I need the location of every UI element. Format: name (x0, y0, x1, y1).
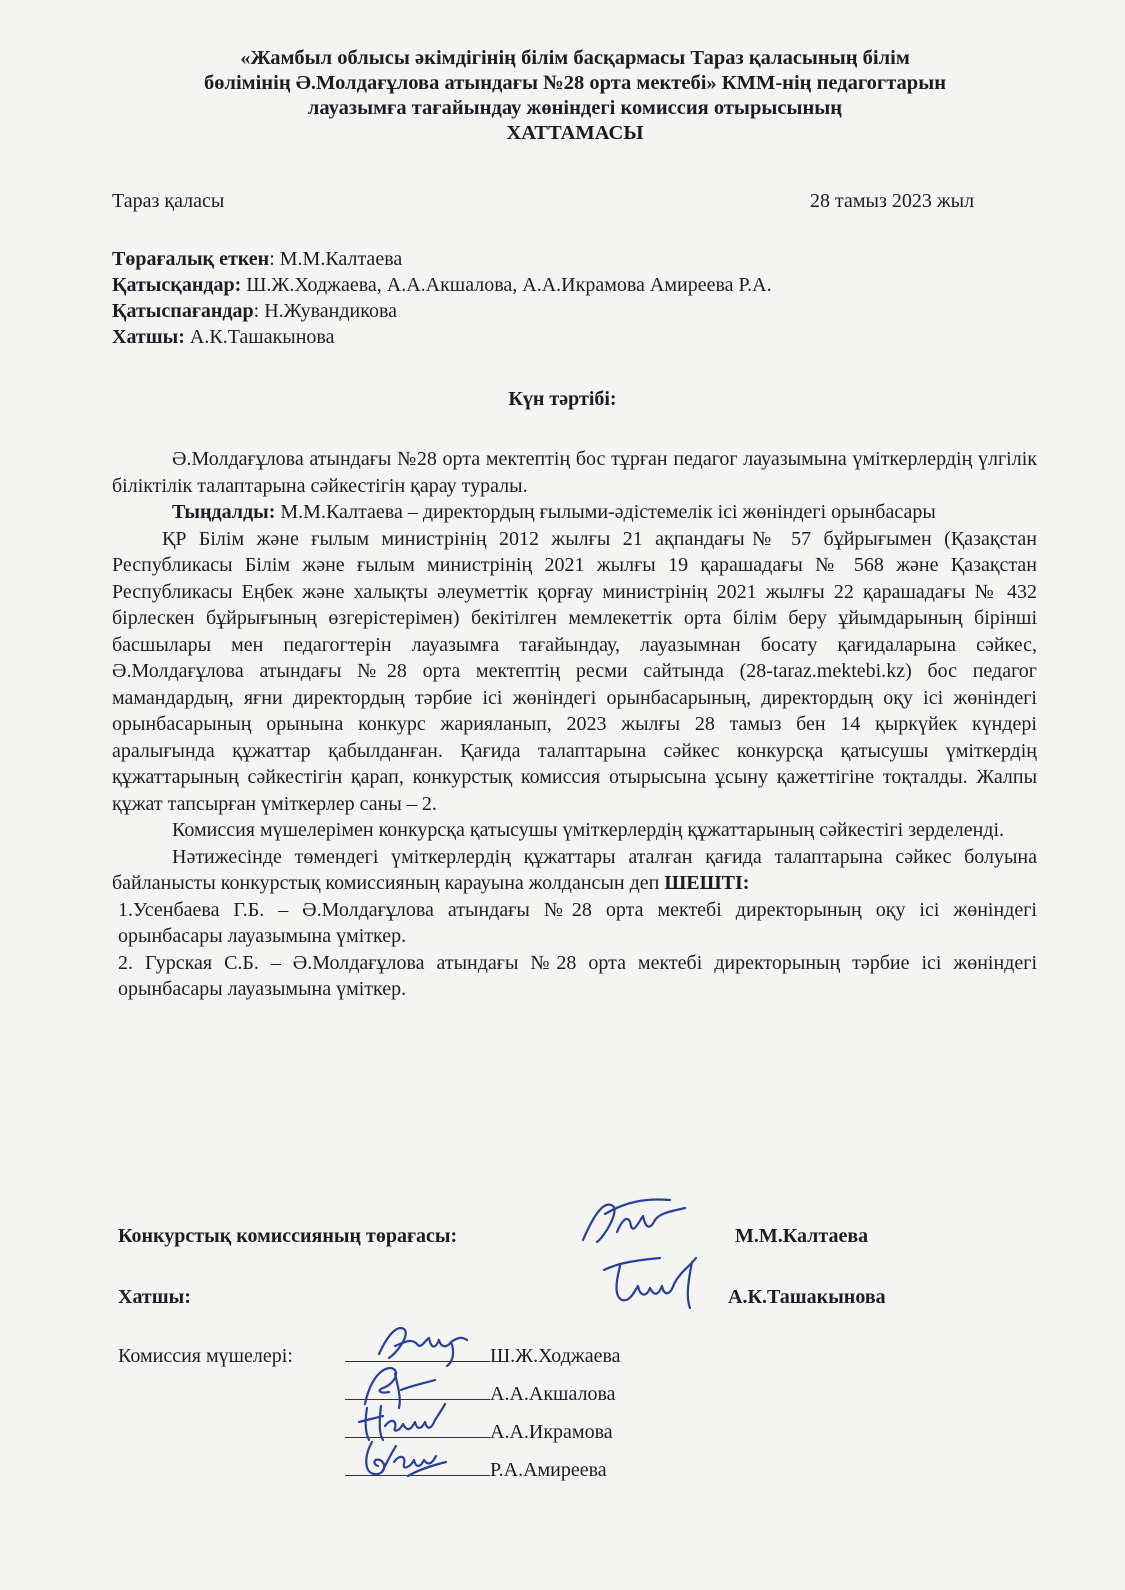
secretary-line (112, 324, 772, 350)
heard-paragraph (112, 499, 1037, 526)
chair-signature-title: Конкурстық комиссияның төрағасы: (118, 1225, 458, 1247)
member-signature (358, 1432, 453, 1482)
heard-label: Тыңдалды: (172, 501, 276, 523)
member-name: Р.А.Амиреева (490, 1459, 607, 1481)
chair-value: : М.М.Калтаева (269, 248, 403, 270)
decision-item: 1.Усенбаева Г.Б. – Ә.Молдағұлова атындағы №28 орта мектебі директорының оқу ісі жөніндегі орынбасары лауазымына үміткер. (118, 898, 1037, 947)
absent-line (112, 298, 772, 324)
secretary-label: Хатшы: (112, 326, 185, 348)
absent-value: : Н.Жувандикова (253, 300, 398, 322)
header-line-2: бөлімінің Ә.Молдағұлова атындағы №28 орта мектебі» КММ-нің педагогтарын (203, 72, 947, 94)
agenda-item: Ә.Молдағұлова атындағы №28 орта мектептің бос тұрған педагог лауазымына үміткерлердің үлгілік біліктілік талаптарына сәйкестігін қарау туралы. (112, 448, 1037, 497)
decided-label: ШЕШТІ: (664, 872, 750, 894)
attendance-block (112, 246, 772, 350)
result-text: Нәтижесінде төмендегі үміткерлердің құжаттары аталған қағида талаптарына сәйкес болуына байланысты конкурстық комиссияның карауына жолдансын деп (112, 845, 1037, 894)
member-name: Ш.Ж.Ходжаева (490, 1345, 621, 1367)
secretary-name: А.К.Ташакынова (728, 1286, 886, 1308)
secretary-signature-title: Хатшы: (118, 1286, 191, 1308)
document-title: ХАТТАМАСЫ (506, 122, 644, 144)
header-line-1: «Жамбыл облысы әкімдігінің білім басқармасы Тараз қаласының білім (240, 47, 910, 69)
decision-item: 2. Гурская С.Б. – Ә.Молдағұлова атындағы №28 орта мектебі директорының тәрбие ісі жөніндегі орынбасары лауазымына үміткер. (118, 951, 1037, 1000)
heard-text: М.М.Калтаева – директордың ғылыми-әдістемелік ісі жөніндегі орынбасары (275, 501, 936, 523)
document-header (100, 46, 1050, 146)
result-paragraph (112, 844, 1037, 897)
present-label: Қатысқандар: (112, 274, 242, 296)
chair-label: Төрағалық еткен (112, 248, 270, 270)
agenda-title: Күн тәртібі: (508, 388, 617, 410)
absent-label: Қатыспағандар (112, 300, 254, 322)
member-name: А.А.Икрамова (490, 1421, 613, 1443)
place: Тараз қаласы (112, 190, 225, 212)
review-paragraph: Комиссия мүшелерімен конкурсқа қатысушы үміткерлердің құжаттарының сәйкестігі зерделенді. (172, 819, 1005, 841)
member-name: А.А.Акшалова (490, 1383, 616, 1405)
document-body (112, 446, 1037, 1003)
secretary-value: А.К.Ташакынова (184, 326, 335, 348)
chair-name: М.М.Калтаева (735, 1225, 869, 1247)
chair-line (112, 246, 772, 272)
present-line (112, 272, 772, 298)
secretary-signature (600, 1252, 720, 1312)
main-paragraph: ҚР Білім және ғылым министрінің 2012 жылғы 21 ақпандағы№ 57 бұйрығымен (Қазақстан Республикасы Білім және ғылым министрінің 2021 жылғы 19 қарашадағы № 568 және Қазақстан Республикасы Еңбек және халықты әлеуметтік қорғау министрінің 2021 жылғы 22 қарашадағы № 432 бірлескен бұйрығының өзгерістерімен) бекітілген мемлекеттік орта білім беру ұйымдарының бірінші басшылары мен педагогтерін лауазымға тағайындау, лауазымнан босату қағидаларына сәйкес, Ә.Молдағұлова атындағы №28 орта мектептің ресми сайтында (28-taraz.mektebi.kz) бос педагог мамандардың, яғни директордың тәрбие ісі жөніндегі орынбасарының, директордың оқу ісі жөніндегі орынбасарының орынына конкурс жарияланып, 2023 жылғы 28 тамыз бен 14 қыркүйек күндері аралығында құжаттар қабылданған. Қағида талаптарына сәйкес конкурсқа қатысушы үміткердің құжаттарының сәйкестігін қарап, конкурстық комиссия отырысына ұсыну қажеттігіне тоқталды. Жалпы құжат тапсырған үміткерлер саны – 2. (112, 527, 1037, 815)
date: 28 тамыз 2023 жыл (810, 190, 975, 212)
members-title: Комиссия мүшелері: (118, 1345, 293, 1367)
chair-signature (575, 1192, 695, 1252)
present-value: Ш.Ж.Ходжаева, А.А.Акшалова, А.А.Икрамова Амиреева Р.А. (241, 274, 772, 296)
header-line-3: лауазымға тағайындау жөніндегі комиссия отырысының (307, 97, 843, 119)
